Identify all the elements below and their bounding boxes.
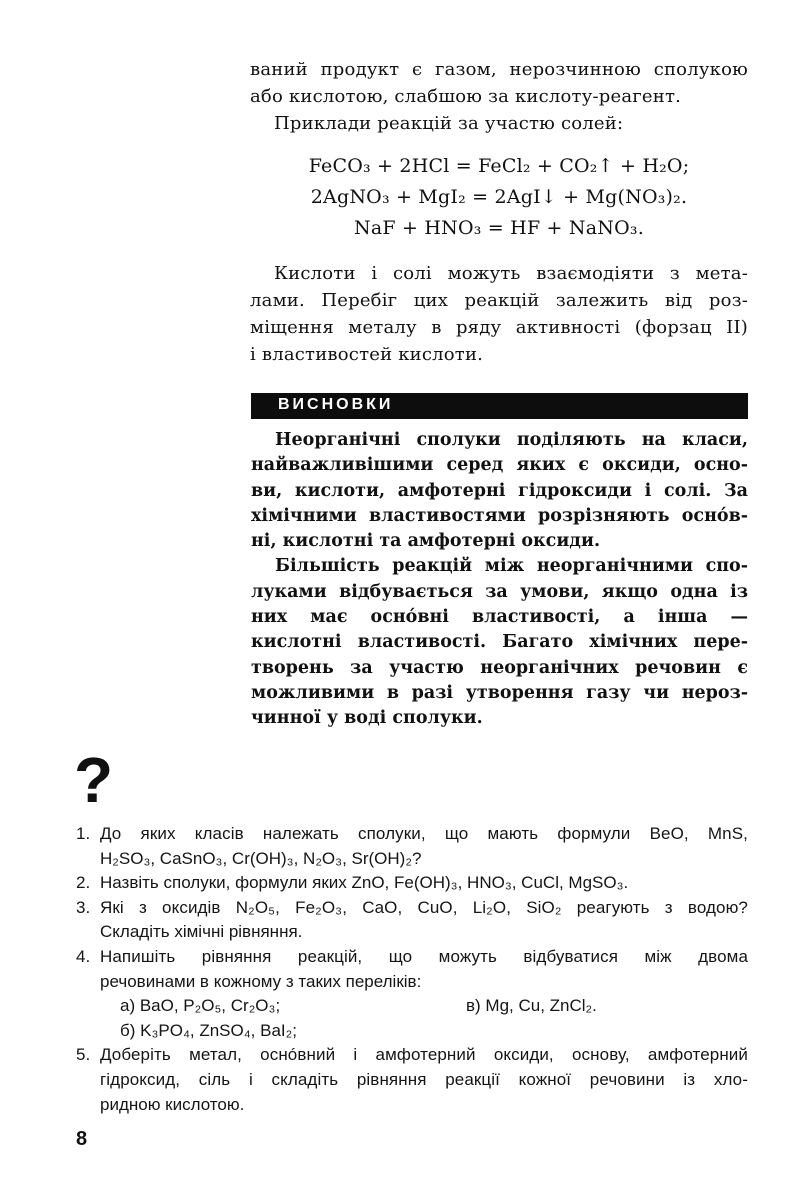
question-number: 5. (76, 1045, 91, 1065)
equation: NaF + HNO₃ = HF + NaNO₃. (354, 217, 644, 239)
text-line: ні, кислотні та амфотерні оксиди. (251, 531, 601, 552)
intro-text-block (250, 56, 748, 368)
text-line: чинної у воді сполуки. (251, 708, 483, 729)
text-line: або кислотою, слабшою за кислоту-реагент. (250, 86, 682, 107)
conclusions-paragraph-2 (251, 554, 748, 731)
text-line: ваний продукт є газом, нерозчинною сполукою (250, 59, 748, 80)
text-line: них має оснóвні властивості, а інша — (251, 607, 748, 628)
text-line: можливими в разі утворення газу чи нероз- (251, 682, 748, 703)
text-line: луками відбувається за умови, якщо одна із (251, 581, 748, 602)
question-line: До яких класів належать сполуки, що мають формули BeO, MnS, (100, 824, 748, 843)
question-number: 4. (76, 946, 91, 966)
question-mark-icon: ? (74, 744, 114, 816)
question-line: ридною кислотою. (100, 1094, 245, 1114)
questions-list (76, 822, 748, 1117)
question-item (76, 896, 748, 945)
text-line: Більшість реакцій між неорганічними спо- (275, 556, 748, 577)
sub-item-b: б) K₃PO₄, ZnSO₄, BaI₂; (120, 1020, 297, 1040)
question-item (76, 822, 748, 871)
conclusions-text (251, 428, 748, 732)
text-line: творень за участю неорганічних речовин є (251, 657, 748, 678)
question-line: гідроксид, сіль і складіть рівняння реакції кожної речовини із хло- (100, 1069, 748, 1089)
text-line: кислотні властивості. Багато хімічних пере- (251, 632, 748, 653)
text-line: лами. Перебіг цих реакцій залежить від роз- (250, 290, 748, 311)
sub-item-v: в) Mg, Cu, ZnCl₂. (466, 996, 597, 1016)
sub-item-a: а) BaO, P₂O₅, Cr₂O₃; (120, 996, 281, 1016)
question-line: Назвіть сполуки, формули яких ZnO, Fe(OH)₃, HNO₃, CuCl, MgSO₃. (100, 873, 629, 893)
examples-heading: Приклади реакцій за участю солей: (274, 113, 624, 134)
question-line: речовинами в кожному з таких переліків: (100, 971, 422, 991)
sub-items-grid (120, 994, 748, 1043)
conclusions-paragraph-1 (251, 428, 748, 554)
question-item (76, 1043, 748, 1117)
text-line: Неорганічні сполуки поділяють на класи, (275, 430, 748, 450)
question-item (76, 945, 748, 1043)
question-line: Напишіть рівняння реакцій, що можуть відбуватися між двома (100, 946, 748, 966)
intro-paragraph (250, 56, 748, 137)
text-line: і властивостей кислоти. (250, 344, 484, 365)
conclusions-title: ВИСНОВКИ (278, 396, 394, 413)
equation: FeCO₃ + 2HCl = FeCl₂ + CO₂↑ + H₂O; (308, 155, 690, 177)
question-line: Складіть хімічні рівняння. (100, 922, 303, 942)
equations-block (250, 151, 748, 244)
text-line: хімічними властивостями розрізняють оснóв- (251, 505, 748, 526)
text-line: найважливішими серед яких є оксиди, осно- (251, 455, 748, 476)
conclusions-header-bar (251, 393, 748, 419)
text-line: ви, кислоти, амфотерні гідроксиди і солі. За (251, 480, 748, 501)
question-line: H₂SO₃, CaSnO₃, Cr(OH)₃, N₂O₃, Sr(OH)₂? (100, 848, 422, 868)
question-line: Доберіть метал, оснóвний і амфотерний оксиди, основу, амфотерний (100, 1045, 748, 1065)
question-number: 3. (76, 897, 91, 917)
question-number: 2. (76, 873, 91, 893)
text-line: Кислоти і солі можуть взаємодіяти з мета- (274, 263, 748, 284)
question-number: 1. (76, 824, 91, 843)
question-line: Які з оксидів N₂O₅, Fe₂O₃, CaO, CuO, Li₂O, SiO₂ реагують з водою? (100, 897, 748, 917)
question-item (76, 871, 748, 896)
page-number: 8 (76, 1128, 88, 1150)
equation: 2AgNO₃ + MgI₂ = 2AgI↓ + Mg(NO₃)₂. (310, 186, 688, 208)
metals-paragraph (250, 260, 748, 368)
text-line: міщення металу в ряду активності (форзац II) (250, 317, 748, 338)
